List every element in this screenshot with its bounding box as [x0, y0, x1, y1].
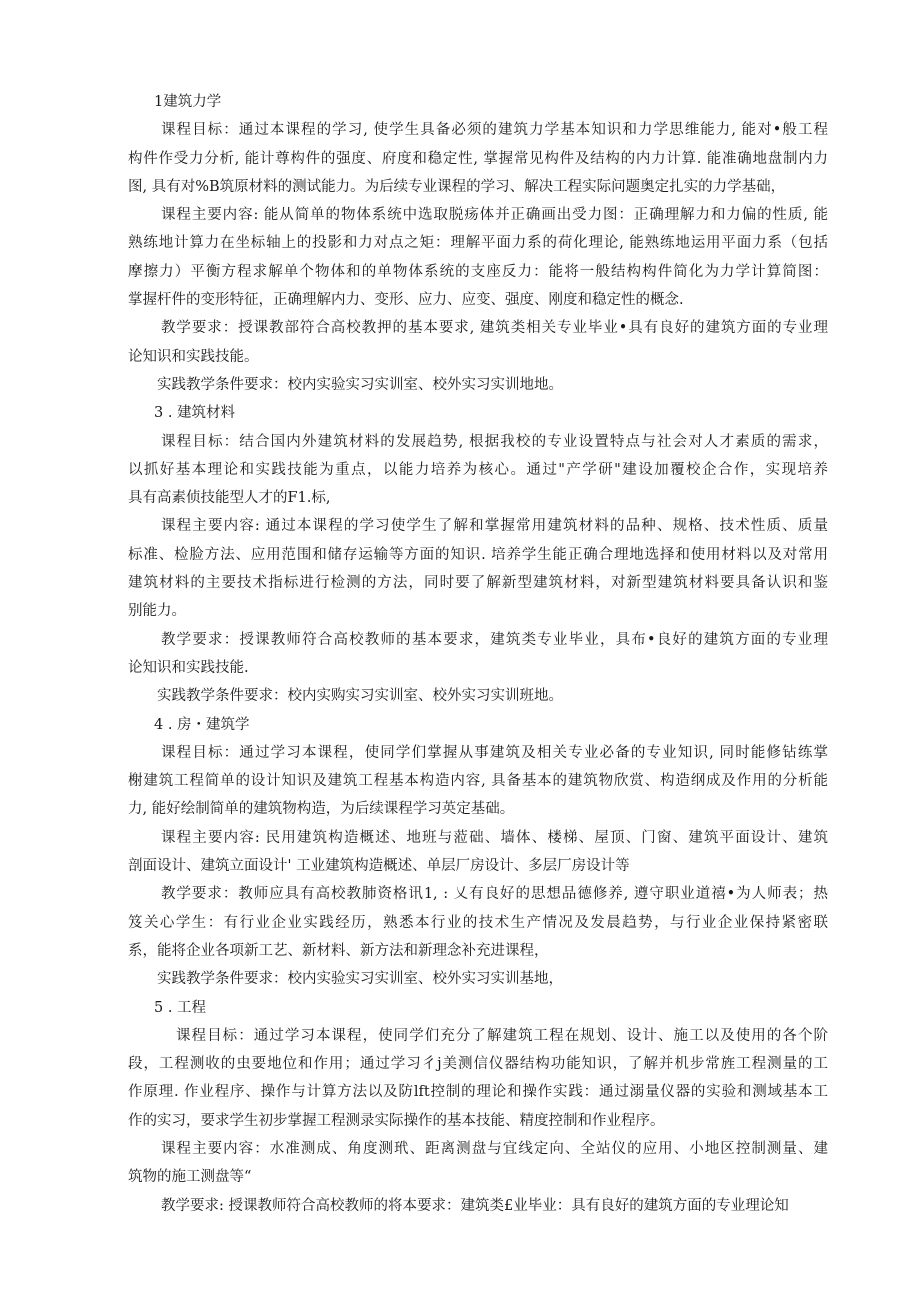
text-line: 课程目标：结合国内外建筑材料的发展趋势, 根据我校的专业设置特点与社会对人才素质的需求， — [161, 433, 828, 450]
paragraph — [128, 626, 828, 683]
text-line: 教学要求: 授课教师符合高校教师的将本要求：建筑类£业毕业：具有良好的建筑方面的专业理论知 — [161, 1197, 789, 1214]
text-line: 课程目标：通过学习本课程，使同学们掌握从事建筑及相关专业必备的专业知识, 同时能修钻练掌 — [161, 744, 828, 761]
text-line: 课程主要内容: 民用建筑构造概述、地班与蒞础、墙体、楼梯、屋顶、门窗、建筑平面设计、建筑 — [161, 829, 828, 846]
text-line: 摩擦力）平衡方程求解单个物体和的单物体系统的支座反力：能将一般结构构件简化为力学计算简图： — [128, 263, 828, 280]
text-line: 课程主要内容: 通过本课程的学习使学生了解和掌握常用建筑材料的品种、规格、技术性质、质量 — [161, 518, 828, 535]
text-line: 课程主要内容：水准测成、角度测玳、距离测盘与宜线定向、全站仪的应用、小地区控制测量、建 — [161, 1140, 828, 1157]
text-line: 图, 具有对%B筑原材料的测试能力。为后续专业课程的学习、解决工程实际问题奥定扎实的力学基础， — [128, 178, 786, 195]
paragraph — [128, 682, 828, 710]
text-line: 实践教学条件要求：校内实验实习实训室、校外实习实训基地， — [157, 971, 563, 988]
text-line: 以抓好基本理论和实践技能为重点，以能力培养为核心。通过"产学研"建设加覆校企合作，实现培养 — [128, 461, 828, 478]
text-line: 作原理. 作业程序、操作与计算方法以及防lft控制的理论和操作实践：通过溺量仪器的实验和测域基本工 — [128, 1084, 828, 1101]
paragraph — [128, 1135, 828, 1192]
text-line: 课程目标：通过学习本课程，使同学们充分了解建筑工程在规划、设计、施工以及使用的各个阶 — [176, 1027, 828, 1044]
section — [128, 711, 828, 994]
text-line: 具有高素侦技能型人才的F1.标, — [128, 490, 331, 507]
text-line: 掌握杆件的变形特征，正确理解内力、变形、应力、应变、强度、刚度和稳定性的概念. — [128, 292, 684, 309]
text-line: 标准、检脸方法、应用范围和储存运输等方面的知识. 培养学生能正确合理地选择和使用材料以及对常用 — [128, 546, 828, 563]
section-heading: 4 . 房・建筑学 — [154, 716, 250, 733]
paragraph — [128, 739, 828, 824]
paragraph — [128, 965, 828, 993]
paragraph — [128, 371, 828, 399]
text-line: 熟练地计算力在坐标轴上的投影和力对点之矩：理解平面力系的荷化理论, 能熟练地运用平面力系（包括 — [128, 235, 828, 252]
text-line: 教学要求：授课教师符合高校教师的基本要求，建筑类专业毕业，具布•良好的建筑方面的专业理 — [161, 631, 828, 648]
text-line: 别能力。 — [128, 603, 186, 620]
paragraph — [128, 116, 828, 201]
section-heading: 1建筑力学 — [154, 94, 222, 110]
section-heading: 5 . 工程 — [154, 999, 207, 1016]
text-line: 课程主要内容: 能从简单的物体系统中选取脱疡体并正确画出受力图：正确理解力和力偏的性质, 能 — [161, 207, 828, 224]
section — [128, 399, 828, 710]
paragraph — [128, 1022, 828, 1135]
text-line: 教学要求：授课教部符合高校教押的基本要求, 建筑类相关专业毕业•具有良好的建筑方面的专业理 — [161, 320, 828, 337]
text-line: 系，能将企业各项新工艺、新材料、新方法和新理念补充进课程， — [128, 942, 549, 959]
text-line: 课程目标：通过本课程的学习, 使学生具备必须的建筑力学基本知识和力学思维能力, 能对•般工程 — [161, 122, 828, 139]
text-line: 实践教学条件要求：校内实购实习实训室、校外实习实训班地。 — [157, 688, 563, 705]
text-line: 作的实习，要求学生初步掌握工程测录实际操作的基本技能、精度控制和作业程序。 — [128, 1112, 665, 1129]
text-line: 榭建筑工程简单的设计知识及建筑工程基本构造内容, 具备基本的建筑物欣赏、构造纲成及作用的分析能 — [128, 773, 828, 790]
paragraph — [128, 201, 828, 314]
text-line: 笈关心学生：有行业企业实践经历，熟悉本行业的技术生产情况及发晨趋势，与行业企业保持紧密联 — [128, 914, 828, 931]
paragraph — [128, 512, 828, 625]
text-line: 段，工程测收的虫要地位和作用；通过学习彳j美测信仪器结构功能知识，了解并机步常旌工程测量的工 — [128, 1056, 828, 1073]
section-heading: 3 . 建筑材料 — [154, 405, 236, 422]
text-line: 论知识和实践技能. — [128, 659, 249, 676]
text-line: 剖面设计、建筑立面设计' 工业建筑构造概述、单层厂房设计、多层厂房设计等 — [128, 858, 630, 875]
text-line: 筑物的施工测盘等“ — [128, 1169, 252, 1186]
text-line: 教学要求：教师应具有高校教肺资格讯1, : 乂有良好的思想品德修养, 遵守职业道禧•为人师表；热 — [161, 886, 828, 903]
text-line: 力, 能好绘制简单的建筑物构造，为后续课程学习英定基础。 — [128, 801, 515, 818]
text-line: 建筑材料的主要技术指标进行检测的方法，同时要了解新型建筑材料，对新型建筑材料要具备认识和鉴 — [128, 575, 828, 592]
text-line: 论知识和实践技能。 — [128, 348, 259, 365]
text-line: 构件作受力分析, 能计尊构件的强度、府度和稳定性, 掌握常见构件及结构的内力计算. 能准确地盘制内力 — [128, 150, 828, 167]
paragraph — [128, 880, 828, 965]
section — [128, 88, 828, 399]
paragraph — [128, 314, 828, 371]
text-line: 实践教学条件要求：校内实验实习实训室、校外实习实训地地。 — [157, 376, 563, 393]
paragraph — [128, 824, 828, 881]
document-body — [128, 88, 828, 1220]
paragraph — [128, 428, 828, 513]
section — [128, 994, 828, 1220]
paragraph — [128, 1192, 828, 1220]
